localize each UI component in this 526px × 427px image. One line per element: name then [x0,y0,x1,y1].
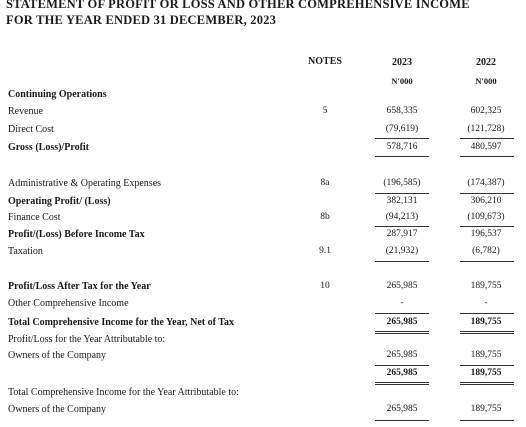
statement-title: STATEMENT OF PROFIT OR LOSS AND OTHER COMPREHENSIVE INCOME [6,0,470,11]
row-value-2023: 265,985 [386,404,418,414]
row-other-comprehensive-income [0,298,526,314]
row-label: Owners of the Company [8,404,107,415]
row-tci-attributable-heading [0,387,526,403]
row-note: 8b [320,212,330,222]
row-owners-of-company [0,350,526,366]
row-value-2022: 189,755 [470,404,502,414]
subtotal-line [375,193,429,194]
row-revenue [0,106,526,122]
subtotal-line [375,261,429,262]
row-total-comprehensive-income [0,317,526,333]
row-label: Profit/Loss After Tax for the Year [8,281,151,292]
row-value-2023: 265,985 [386,368,418,378]
subtotal-line [375,138,429,139]
row-label: Administrative & Operating Expenses [8,178,162,189]
total-double-line [460,382,514,383]
row-value-2022: 480,597 [470,142,502,152]
row-value-2022: 189,755 [470,281,502,291]
row-value-2022: 189,755 [470,317,502,327]
row-value-2022: 306,210 [470,196,502,206]
subtotal-line [375,365,429,366]
row-value-2022: (121,728) [467,124,505,134]
total-double-line [375,331,429,332]
subtotal-line [375,156,429,157]
row-label: Finance Cost [8,212,61,223]
row-label: Revenue [8,106,43,117]
row-note: 9.1 [319,246,331,256]
row-label: Continuing Operations [8,89,107,100]
year-2022-header: 2022 [476,57,496,68]
row-taxation [0,246,526,262]
row-finance-cost [0,212,526,228]
row-attributable-total [0,368,526,384]
row-note: 10 [320,281,330,291]
row-label: Operating Profit/ (Loss) [8,196,111,207]
row-value-2023: (79,619) [385,124,419,134]
year-2023-header: 2023 [392,57,412,68]
subtotal-line [460,138,514,139]
row-value-2022: (6,782) [472,246,500,256]
row-value-2022: 196,537 [470,229,502,239]
row-note: 5 [322,106,328,116]
row-continuing-operations [0,89,526,105]
subtotal-line [375,420,429,421]
row-value-2022: (109,673) [467,212,505,222]
row-label: Owners of the Company [8,350,107,361]
subtotal-line [375,226,429,227]
subtotal-line [375,313,429,314]
subtotal-line [460,156,514,157]
row-value-2022: 189,755 [470,368,502,378]
row-note: 8a [320,178,330,188]
unit-2023-label: N'000 [391,76,413,86]
row-value-2023: (21,932) [385,246,419,256]
row-profit-before-tax [0,229,526,245]
subtotal-line [460,193,514,194]
row-value-2022: 189,755 [470,350,502,360]
row-label: Gross (Loss)/Profit [8,142,90,153]
total-double-line [375,384,429,385]
row-value-2023: 287,917 [386,229,418,239]
total-double-line [460,331,514,332]
row-admin-expenses [0,178,526,194]
row-attributable-heading [0,334,526,350]
row-label: Direct Cost [8,124,54,135]
row-value-2023: 578,716 [386,142,418,152]
subtotal-line [460,313,514,314]
total-double-line [460,384,514,385]
row-direct-cost [0,124,526,140]
unit-2022-label: N'000 [475,76,497,86]
row-value-2023: 382,131 [386,196,418,206]
row-value-2023: (196,585) [383,178,421,188]
row-value-2023: 265,985 [386,317,418,327]
statement-subtitle: FOR THE YEAR ENDED 31 DECEMBER, 2023 [6,13,277,27]
subtotal-line [460,261,514,262]
row-value-2022: - [484,298,488,308]
row-value-2022: (174,387) [467,178,505,188]
total-double-line [375,382,429,383]
subtotal-line [460,365,514,366]
row-profit-after-tax [0,281,526,297]
row-value-2023: (94,213) [385,212,419,222]
row-value-2023: - [400,298,404,308]
subtotal-line [460,420,514,421]
row-gross-profit [0,142,526,158]
notes-header: NOTES [308,56,342,67]
row-label: Total Comprehensive Income for the Year Attributable to: [8,387,239,398]
row-value-2023: 265,985 [386,281,418,291]
row-label: Profit/(Loss) Before Income Tax [8,229,145,240]
row-operating-profit [0,196,526,212]
row-label: Total Comprehensive Income for the Year, Net of Tax [8,317,235,328]
row-label: Profit/Loss for the Year Attributable to: [8,334,166,345]
row-label: Other Comprehensive Income [8,298,129,309]
row-owners-of-company-2 [0,404,526,420]
row-value-2022: 602,325 [470,106,502,116]
row-value-2023: 265,985 [386,350,418,360]
row-value-2023: 658,335 [386,106,418,116]
row-label: Taxation [8,246,43,257]
subtotal-line [460,226,514,227]
